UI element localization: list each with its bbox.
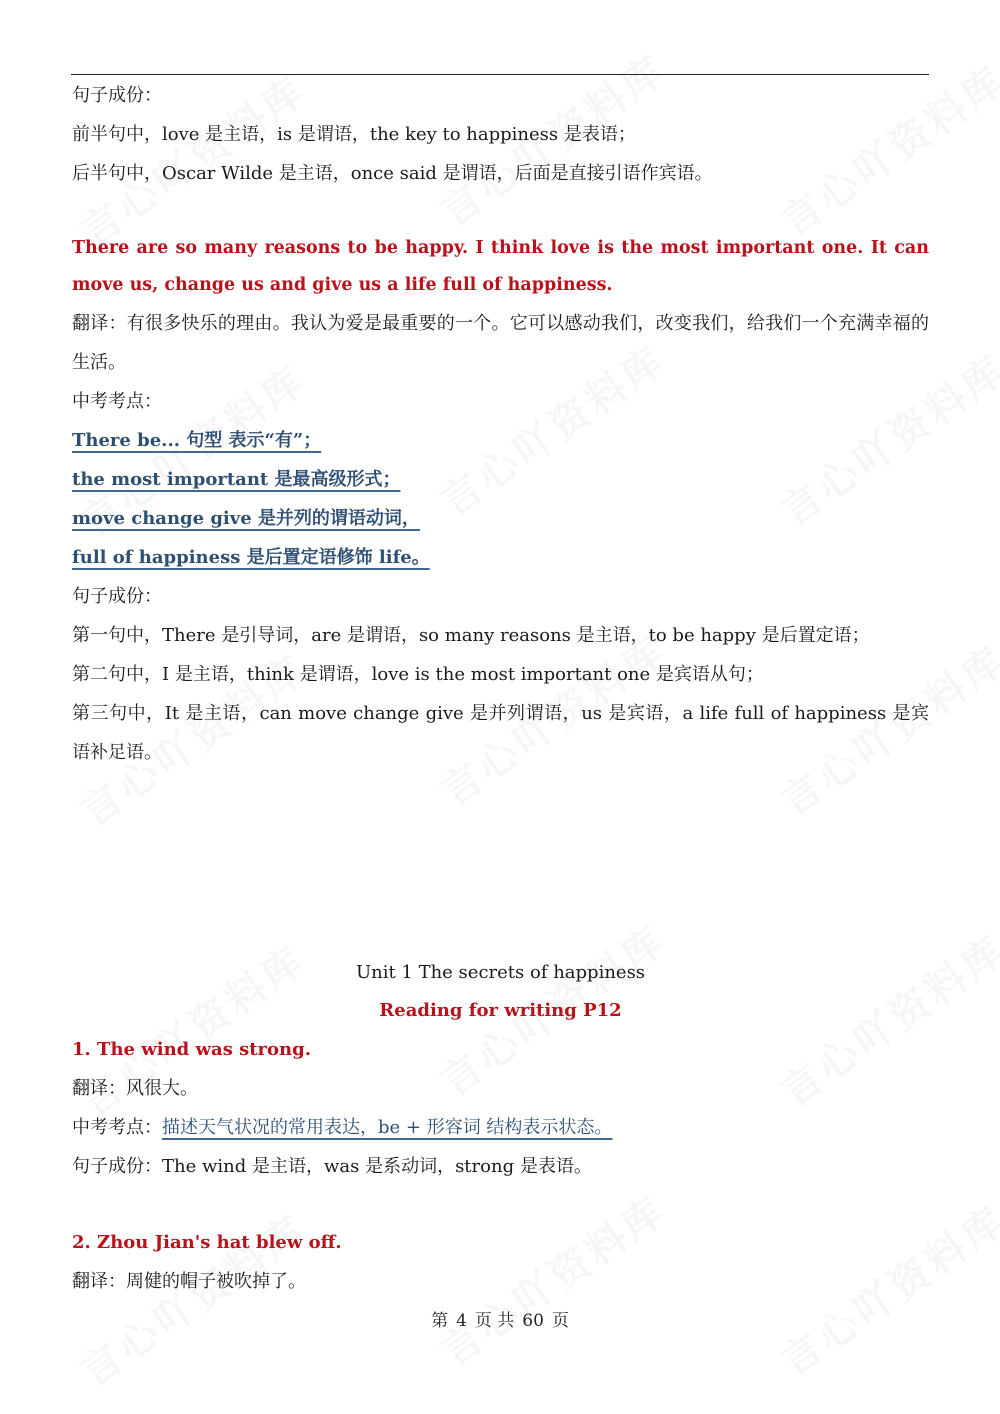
exam-point-text: 描述天气状况的常用表达，be + 形容词 结构表示状态。 [162, 1117, 613, 1138]
exam-point-label: 中考考点： [72, 1117, 162, 1138]
example-sentence: There are so many reasons to be happy. I think love is the most important one. It can move us, change us and give us a life full of happiness. [72, 238, 929, 295]
structure-line: 前半句中，love 是主语，is 是谓语，the key to happiness 是表语； [72, 124, 636, 145]
exam-point [72, 421, 929, 460]
page-mid: 页 共 [474, 1311, 515, 1331]
page-suffix: 页 [551, 1311, 569, 1331]
main-content [72, 76, 929, 772]
exam-point [72, 538, 929, 577]
structure-label: 句子成份： [72, 85, 162, 106]
page-total: 60 [522, 1311, 544, 1331]
exam-point-text: the most important 是最高级形式； [72, 469, 401, 490]
reading-section [72, 991, 929, 1301]
structure-line: 第一句中，There 是引导词，are 是谓语，so many reasons 是主语，to be happy 是后置定语； [72, 625, 870, 646]
example-sentence: 1. The wind was strong. [72, 1039, 311, 1060]
header-rule [71, 74, 929, 75]
exam-point-text: There be... 句型 表示“有”； [72, 430, 322, 451]
exam-point [72, 460, 929, 499]
exam-point [72, 1108, 929, 1147]
translation: 翻译：风很大。 [72, 1078, 198, 1099]
page-prefix: 第 [431, 1311, 449, 1331]
example-sentence: 2. Zhou Jian's hat blew off. [72, 1232, 342, 1253]
structure-label: 句子成份： [72, 586, 162, 607]
translation: 翻译：周健的帽子被吹掉了。 [72, 1271, 306, 1292]
translation: 翻译：有很多快乐的理由。我认为爱是最重要的一个。它可以感动我们，改变我们，给我们一个充满幸福的生活。 [72, 313, 929, 373]
structure-line: 第三句中，It 是主语，can move change give 是并列谓语，us 是宾语，a life full of happiness 是宾语补足语。 [72, 703, 929, 763]
page-footer [0, 1306, 1000, 1336]
section-subtitle: Reading for writing P12 [379, 1000, 622, 1021]
unit-title: Unit 1 The secrets of happiness [355, 962, 646, 983]
exam-point-text: move change give 是并列的谓语动词， [72, 508, 420, 529]
structure-line: 后半句中，Oscar Wilde 是主语，once said 是谓语，后面是直接引语作宾语。 [72, 163, 713, 184]
structure-line: 第二句中，I 是主语，think 是谓语，love is the most important one 是宾语从句； [72, 664, 764, 685]
exam-point-label: 中考考点： [72, 391, 162, 412]
page-number: 4 [456, 1311, 467, 1331]
exam-point-text: full of happiness 是后置定语修饰 life。 [72, 547, 430, 568]
structure-line: 句子成份：The wind 是主语，was 是系动词，strong 是表语。 [72, 1156, 592, 1177]
exam-point [72, 499, 929, 538]
